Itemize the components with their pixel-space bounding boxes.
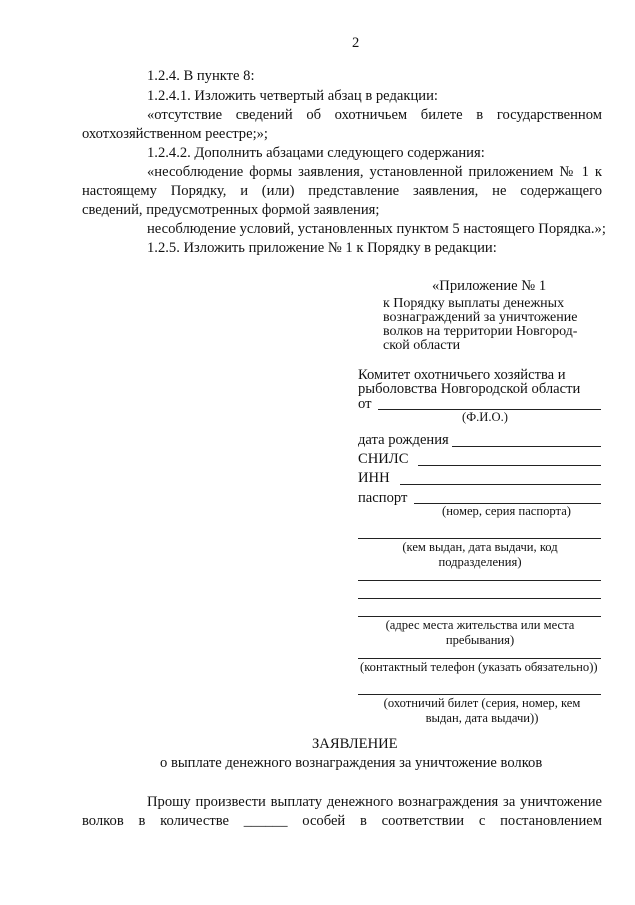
paragraph-1-2-4: 1.2.4. В пункте 8: [147,68,255,84]
paragraph-added-line-3: сведений, предусмотренных формой заявления; [82,202,380,218]
birth-date-label: дата рождения [358,432,449,448]
statement-subtitle: о выплате денежного вознаграждения за уничтожение волков [160,755,543,771]
hunting-ticket-caption: (охотничий билет (серия, номер, кем выдан, дата выдачи)) [383,696,581,725]
fio-caption: (Ф.И.О.) [462,410,508,424]
snils-field-line[interactable] [418,465,601,466]
statement-text-line-1: Прошу произвести выплату денежного вознаграждения за уничтожение [147,794,602,810]
inn-label: ИНН [358,470,390,486]
inn-field-line[interactable] [400,484,601,485]
snils-label: СНИЛС [358,451,409,467]
issued-field-line[interactable] [358,538,601,539]
address-caption: (адрес места жительства или места пребывания) [385,618,575,647]
phone-caption: (контактный телефон (указать обязательно)) [360,660,598,674]
paragraph-quote-line-2: охотхозяйственном реестре;»; [82,126,268,142]
statement-text-line-2: волков в количестве ______ особей в соответствии с постановлением [82,813,602,829]
birth-date-field-line[interactable] [452,446,601,447]
paragraph-quote-line-1: «отсутствие сведений об охотничьем билете в государственном [147,107,602,123]
hunting-ticket-field-line[interactable] [358,694,601,695]
appendix-line-3: волков на территории Новгород- [383,324,578,339]
passport-caption: (номер, серия паспорта) [442,504,571,518]
paragraph-added-line-2: настоящему Порядку, и (или) представление заявления, не содержащего [82,183,602,199]
statement-title: ЗАЯВЛЕНИЕ [312,736,398,752]
paragraph-added-line-1: «несоблюдение формы заявления, установленной приложением № 1 к [147,164,602,180]
paragraph-1-2-4-2: 1.2.4.2. Дополнить абзацами следующего содержания: [147,145,485,161]
page-number: 2 [352,35,360,51]
from-label: от [358,396,372,412]
appendix-line-1: к Порядку выплаты денежных [383,296,565,311]
appendix-line-4: ской области [383,338,461,353]
address-field-line-1[interactable] [358,580,601,581]
paragraph-added-line-4: несоблюдение условий, установленных пунктом 5 настоящего Порядка.»; [147,221,606,237]
appendix-title: «Приложение № 1 [432,278,547,294]
passport-label: паспорт [358,490,408,506]
appendix-line-2: вознаграждений за уничтожение [383,310,578,325]
address-field-line-2[interactable] [358,598,601,599]
paragraph-1-2-4-1: 1.2.4.1. Изложить четвертый абзац в редакции: [147,88,438,104]
committee-line-1: Комитет охотничьего хозяйства и [358,367,566,383]
address-field-line-3[interactable] [358,616,601,617]
paragraph-1-2-5: 1.2.5. Изложить приложение № 1 к Порядку в редакции: [147,240,497,256]
issued-caption: (кем выдан, дата выдачи, код подразделения) [402,540,558,569]
phone-field-line[interactable] [358,658,601,659]
committee-line-2: рыболовства Новгородской области [358,381,581,397]
